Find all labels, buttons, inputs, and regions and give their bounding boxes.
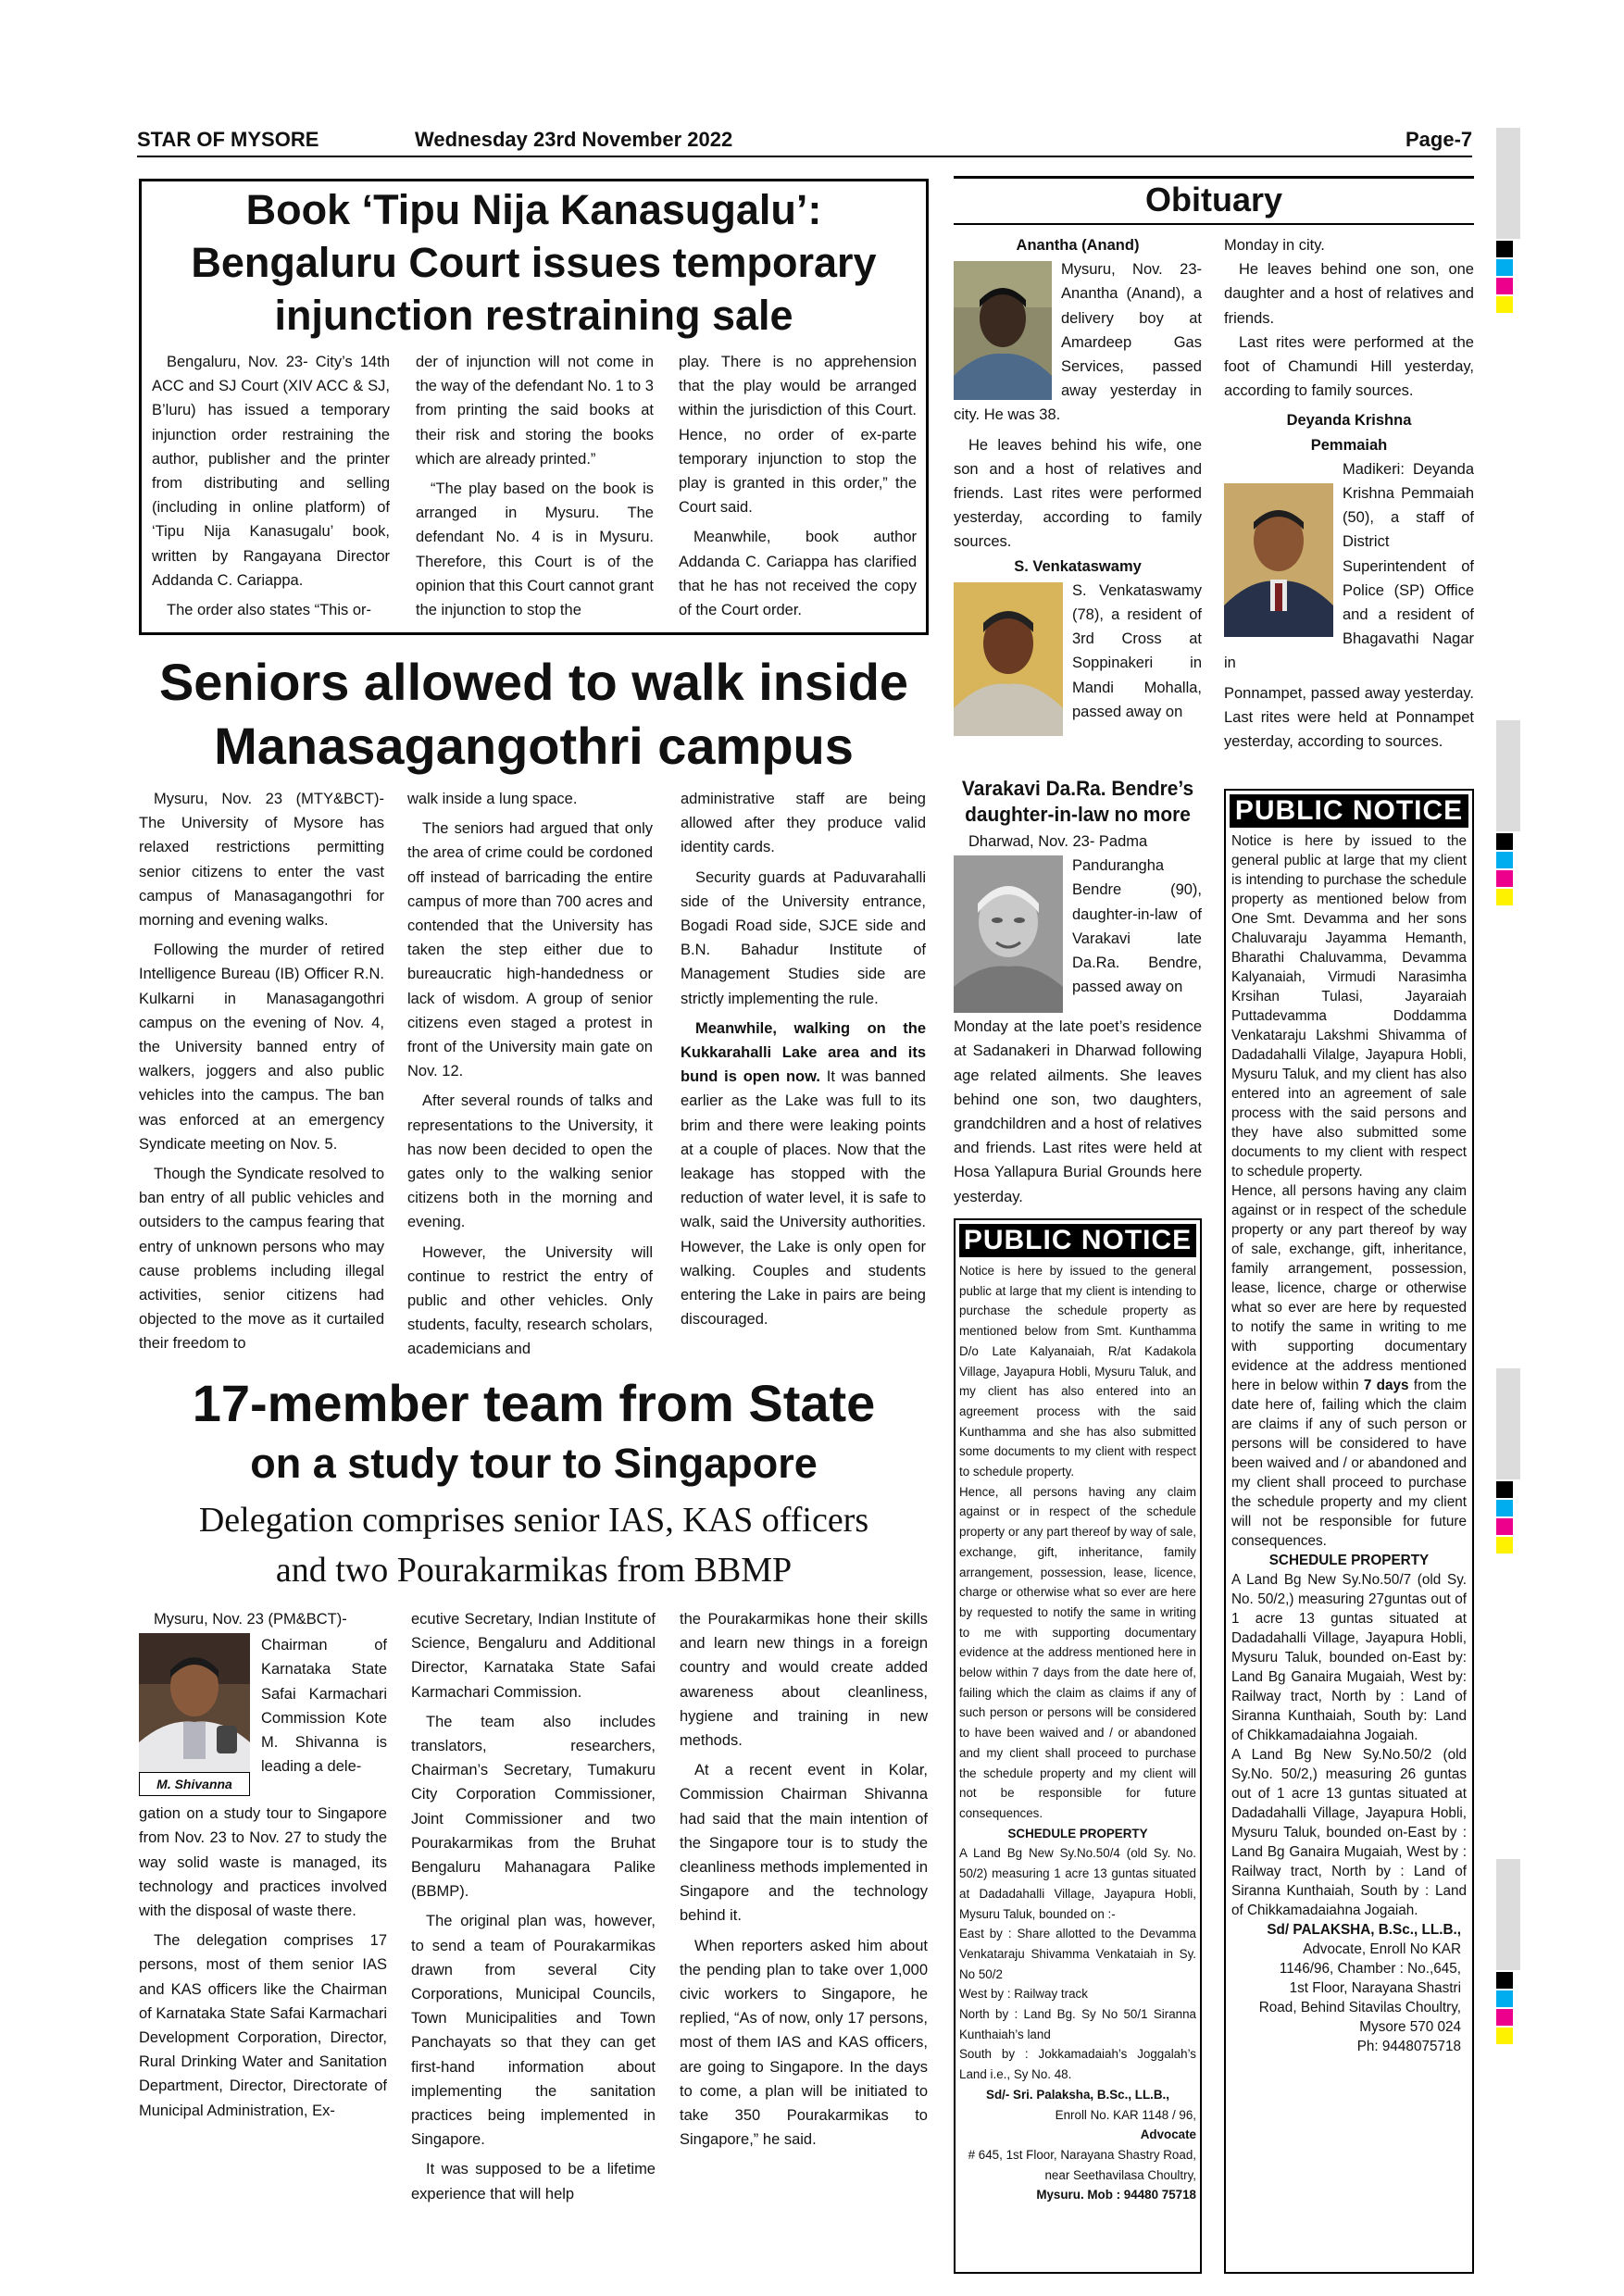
signature-line: # 645, 1st Floor, Narayana Shastry Road, near Seethavilasa Choultry,: [968, 2147, 1196, 2182]
paragraph: Security guards at Paduvarahalli side of the University entrance, Bogadi Road side, SJCE side and B.N. Bahadur Institute of Management Studies side are strictly implementing the rule.: [681, 868, 926, 1007]
signature-line: Ph: 9448075718: [1356, 2039, 1461, 2054]
schedule-title: SCHEDULE PROPERTY: [1007, 1826, 1148, 1841]
paragraph: Notice is here by issued to the general public at large that my client is intending to purchase the schedule property as mentioned below from One Smt. Devamma and her sons Chaluvaraju Jayamma Hemanth, Bharathi Chaluvamma, Devamma Kalyanaiah, Virmudi Narasimha Krsihan Tulasi, Jayaraiah Puttadevamma Doddamma Venkataraju Lakshmi Shivamma of Dadadahalli Vilalge, Jayapura Hobli, Mysuru Taluk, and my client has also entered into an agreement of sale process with the said persons and they have also submitted some documents to my client with respect to schedule property.: [1231, 833, 1467, 1179]
paragraph-rest: It was banned earlier as the Lake was full to its brim and there were leaking points at a couple of places. Now that the leakage has stopped with the reduction of water level, it is safe to walk, said the University authorities. However, the Lake is only open for walking. Couples and students entering the Lake in pairs are being discouraged.: [681, 1068, 926, 1329]
paragraph: Ponnampet, passed away yesterday. Last rites were held at Ponnampet yesterday, according to sources.: [1224, 684, 1474, 751]
paragraph: Chairman of Karnataka State Safai Karmachari Commission Kote M. Shivanna is leading a dele-: [261, 1637, 387, 1776]
paragraph: North by : Land Bg. Sy No 50/1 Siranna Kunthaiah’s land: [959, 2007, 1196, 2041]
paragraph: A Land Bg New Sy.No.50/2 (old Sy.No. 50/2,) measuring 26 guntas out of 1 acre 13 guntas situated at Dadadahalli Village, Jayapura Hobli, Mysuru Taluk, bounded on-East by : Land Bg Ganaira Mugaiah, West by : Railway tract, North by : Land of Siranna Kunthaiah, South by : Land of Chikkamadaiahna Jogaiah.: [1231, 1747, 1467, 1918]
yellow-swatch: [1496, 296, 1513, 313]
public-notice-1-title: PUBLIC NOTICE: [959, 1224, 1196, 1257]
notice-days: 7 days: [1363, 1378, 1409, 1393]
obituary-name-venkataswamy: S. Venkataswamy: [1014, 557, 1142, 575]
magenta-swatch: [1496, 278, 1513, 294]
cyan-swatch: [1496, 259, 1513, 276]
paragraph: Monday in city.: [1224, 237, 1325, 254]
photo-bendre: [954, 855, 1063, 1013]
signature-line: Advocate, Enroll No KAR: [1303, 1941, 1461, 1957]
signature-line: Mysuru. Mob : 94480 75718: [1036, 2188, 1196, 2202]
story-singapore-col3: [680, 1607, 928, 2157]
public-notice-2-body: [1231, 831, 1467, 2056]
story-singapore-col1: [139, 1607, 387, 2128]
cyan-swatch: [1496, 1500, 1513, 1516]
paragraph: The order also states “This or-: [167, 602, 371, 619]
story-tipu-col1: [152, 350, 390, 628]
paragraph: Mysuru, Nov. 23 (MTY&BCT)- The University of Mysore has relaxed restrictions permitting senior citizens to enter the vast campus of Manasagangothri for morning and evening walks.: [139, 791, 384, 930]
paragraph: [1231, 1181, 1467, 1551]
magenta-swatch: [1496, 870, 1513, 887]
paragraph: Bengaluru, Nov. 23- City’s 14th ACC and SJ Court (XIV ACC & SJ, B’luru) has issued a temporary injunction order restraining the author, publisher and the printer from distributing and selling (including in online platform) of ‘Tipu Nija Kanasugalu’ book, written by Rangayana Director Addanda C. Cariappa.: [152, 354, 390, 589]
grey-bar: [1496, 1859, 1520, 1970]
paragraph: der of injunction will not come in the way of the defendant No. 1 to 3 from printing the said books at their risk and storing the books which are already printed.”: [416, 354, 654, 468]
story-seniors-headline: Seniors allowed to walk inside Manasagangothri campus: [158, 653, 909, 775]
obituary-name-pemmaiah-1: Deyanda Krishna: [1286, 412, 1412, 430]
paragraph: The seniors had argued that only the area of crime could be cordoned off instead of barricading the entire campus of more than 700 acres and contended that the University has taken the step either due to bureaucratic high-handedness or lack of wisdom. A group of senior citizens even staged a protest in front of the University main gate on Nov. 12.: [407, 820, 653, 1080]
story-tipu-col3: [679, 350, 917, 628]
paragraph: After several rounds of talks and representations to the University, it has now been decided to open the gates only to the walking senior citizens both in the morning and evening.: [407, 1092, 653, 1231]
paragraph: East by : Share allotted to the Devamma Venkataraju Shivamma Venkataiah in Sy. No 50/2: [959, 1927, 1196, 1981]
story-singapore-col2: [411, 1607, 656, 2212]
paragraph: S. Venkataswamy (78), a resident of 3rd Cross at Soppinakeri in Mandi Mohalla, passed away on: [1072, 581, 1202, 720]
paragraph: At a recent event in Kolar, Commission Chairman Shivanna had said that the main intention of the Singapore tour is to study the cleanliness methods implemented in Singapore and the technology behind it.: [680, 1762, 928, 1925]
photo-venkataswamy: [954, 582, 1063, 736]
paragraph: He leaves behind one son, one daughter and a host of relatives and friends.: [1224, 261, 1474, 327]
yellow-swatch: [1496, 1537, 1513, 1554]
paragraph: walk inside a lung space.: [407, 791, 578, 807]
photo-caption: M. Shivanna: [139, 1772, 250, 1796]
black-swatch: [1496, 241, 1513, 257]
story-tipu-headline: Book ‘Tipu Nija Kanasugalu’: Bengaluru Court issues temporary injunction restraining sale: [191, 186, 877, 339]
grey-bar: [1496, 1368, 1520, 1479]
paragraph: Hence, all persons having any claim against or in respect of the schedule property or any part thereof by way of sale, exchange, gift, inheritance, family arrangement, possession, lease, licence, charge or otherwise what so ever are here by requested to notify the same in writing to me with supporting documentary evidence at the address mentioned here in below within 7 days from the date here of, failing which the claim as claims if any of such person or persons will be considered to have been waived and / or abandoned and my client shall proceed to purchase the schedule property and my client will not be responsible for future consequences.: [959, 1484, 1196, 1820]
bendre-headline: Varakavi Da.Ra. Bendre’s daughter-in-law no more: [961, 777, 1194, 826]
paragraph: “The play based on the book is arranged in Mysuru. The defendant No. 4 is in Mysuru. Therefore, this Court is of the opinion that this Court cannot grant the injunction to stop the: [416, 480, 654, 619]
paragraph: administrative staff are being allowed after they produce valid identity cards.: [681, 791, 926, 856]
grey-bar: [1496, 128, 1520, 239]
signature-line: Mysore 570 024: [1359, 2019, 1461, 2035]
paragraph: The original plan was, however, to send a team of Pourakarmikas drawn from several City Corporations, Municipal Councils, Town Municipalities and Town Panchayats so that they can get first-hand information about implementing the sanitation practices being implemented in Singapore.: [411, 1913, 656, 2149]
story-singapore-headline-2: on a study tour to Singapore: [250, 1440, 818, 1487]
notice-text: from the date here of, failing which the claim are claims if any of such person or persons will be considered to have been waived and / or abandoned and my client shall proceed to purchase the schedule property and my client will not be responsible for future consequences.: [1231, 1378, 1468, 1549]
photo-anantha: [954, 261, 1052, 400]
print-margin-strip: [1496, 128, 1520, 2239]
paragraph: A Land Bg New Sy.No.50/4 (old Sy. No. 50/2) measuring 1 acre 13 guntas situated at Dadadahalli Village, Jayapura Hobli, Mysuru Taluk, bounded on :-: [959, 1846, 1196, 1921]
paragraph: the Pourakarmikas hone their skills and learn new things in a foreign country and would create added awareness about cleanliness, hygiene and training in new methods.: [680, 1611, 928, 1750]
photo-shivanna: [139, 1633, 250, 1772]
photo-shivanna-frame: [139, 1633, 250, 1798]
signature: Sd/ PALAKSHA, B.Sc., LL.B.,: [1267, 1922, 1461, 1938]
paragraph: However, the University will continue to restrict the entry of public and other vehicles. Only students, faculty, research scholars, academicians and: [407, 1243, 653, 1358]
cyan-swatch: [1496, 852, 1513, 868]
paragraph: Following the murder of retired Intelligence Bureau (IB) Officer R.N. Kulkarni in Manasagangothri campus on the evening of Nov. 4, the University banned entry of walkers, joggers and also public vehicles into the campus. The ban was enforced at an emergency Syndicate meeting on Nov. 5.: [139, 942, 384, 1153]
paragraph: West by : Railway track: [959, 1987, 1088, 2002]
paragraph: Notice is here by issued to the general public at large that my client is intending to purchase the schedule property as mentioned below from Smt. Kunthamma D/o Late Kalyanaiah, R/at Kadakola Village, Jayapura Hobli, Mysuru Taluk, and my client has also entered into an agreement process with the said Kunthamma and she has also submitted some documents to my client with respect to schedule property.: [959, 1264, 1196, 1479]
yellow-swatch: [1496, 2028, 1513, 2044]
story-singapore-subhead-2: and two Pourakarmikas from BBMP: [275, 1551, 793, 1590]
notice-text: Hence, all persons having any claim against or in respect of the schedule property or any part thereof by way of sale, exchange, gift, inheritance, family arrangement, possession, lease, licence, charge or otherwise what so ever are here by requested to notify the same in writing to me with supporting documentary evidence at the address mentioned here in below within: [1231, 1183, 1467, 1393]
paragraph: Pandurangha Bendre (90), daughter-in-law of Varakavi late Da.Ra. Bendre, passed away on: [1072, 857, 1202, 996]
obituary-name-anantha: Anantha (Anand): [1016, 237, 1140, 254]
grey-bar: [1496, 720, 1520, 831]
story-tipu-col2: [416, 350, 654, 628]
signature: Sd/- Sri. Palaksha, B.Sc., LL.B.,: [986, 2087, 1169, 2102]
bendre-story: [954, 830, 1202, 1215]
paragraph: It was supposed to be a lifetime experience that will help: [411, 2161, 656, 2202]
paper-name: STAR OF MYSORE: [137, 128, 319, 151]
paragraph: A Land Bg New Sy.No.50/7 (old Sy. No. 50/2,) measuring 27guntas out of 1 acre 13 guntas situated at Dadadahalli Village, Jayapura Hobli, Mysuru Taluk, bounded on-East by: Land Bg Ganaira Mugaiah, West by: Railway tract, North by : Land of Siranna Kunthaiah, South by: Land of Chikkamadaiahna Jogaiah.: [1231, 1572, 1467, 1743]
obituary-col2: [1224, 233, 1474, 759]
paragraph: When reporters asked him about the pending plan to take over 1,000 civic workers to Singapore, he replied, “As of now, only 17 persons, most of them IAS and KAS officers, are going to Singapore. In the days to come, a plan will be initiated to take 350 Pourakarmikas to Singapore,” he said.: [680, 1937, 928, 2149]
paragraph: [681, 1017, 926, 1332]
paragraph: Last rites were performed at the foot of Chamundi Hill yesterday, according to family sources.: [1224, 333, 1474, 400]
paragraph: play. There is no apprehension that the play would be arranged within the jurisdiction of this Court. Hence, no order of ex-parte temporary injunction to stop the play is granted in this order,” the Court said.: [679, 354, 917, 517]
paragraph: The team also includes translators, researchers, Chairman’s Secretary, Tumakuru City Corporation Commissioner, Joint Commissioner and two Pourakarmikas from the Bruhat Bengaluru Mahanagara Palike (BBMP).: [411, 1713, 656, 1901]
signature-line: 1146/96, Chamber : No.,645,: [1279, 1961, 1461, 1977]
photo-pemmaiah: [1224, 483, 1333, 637]
paragraph: ecutive Secretary, Indian Institute of Science, Bengaluru and Additional Director, Karnataka State Safai Karmachari Commission.: [411, 1611, 656, 1701]
yellow-swatch: [1496, 889, 1513, 905]
signature-line: 1st Floor, Narayana Shastri: [1289, 1980, 1461, 1996]
paragraph: Monday at the late poet’s residence at Sadanakeri in Dharwad following age related ailments. She leaves behind one son, two daughters, grandchildren and a host of relatives and friends. Last rites were held at Hosa Yallapura Burial Grounds here yesterday.: [954, 1018, 1202, 1205]
obituary-name-pemmaiah-2: Pemmaiah: [1310, 436, 1388, 454]
signature-line: Advocate: [1140, 2128, 1196, 2142]
obituary-rule-bottom: [954, 223, 1474, 225]
paragraph: South by : Jokkamadaiah’s Joggalah’s Land i.e., Sy No. 48.: [959, 2047, 1196, 2082]
signature-block: [1231, 1920, 1467, 2056]
paragraph: The delegation comprises 17 persons, most of them senior IAS and KAS officers like the Chairman of Karnataka State Safai Karmachari Development Corporation, Director, Rural Drinking Water and Sanitation Department, Director, Directorate of Municipal Administration, Ex-: [139, 1932, 387, 2119]
obituary-title: Obituary: [1144, 181, 1283, 218]
magenta-swatch: [1496, 2009, 1513, 2026]
paragraph: Mysuru, Nov. 23- Anantha (Anand), a delivery boy at Amardeep Gas Services, passed away yesterday in city. He was 38.: [954, 261, 1202, 424]
black-swatch: [1496, 1481, 1513, 1498]
story-singapore-headline-1: 17-member team from State: [192, 1374, 876, 1432]
signature-line: Enroll No. KAR 1148 / 96,: [1055, 2107, 1196, 2122]
obituary-col1: [954, 233, 1202, 738]
black-swatch: [1496, 833, 1513, 850]
schedule-title: SCHEDULE PROPERTY: [1268, 1553, 1430, 1568]
paragraph: Though the Syndicate resolved to ban entry of all public vehicles and outsiders to the campus fearing that entry of unknown persons who may cause problems including illegal activities, senior citizens had objected to the move as it curtailed their freedom to: [139, 1166, 384, 1353]
bold-lead: Meanwhile, walking on the Kukkarahalli Lake area and its bund is open now.: [681, 1019, 926, 1086]
paragraph: Meanwhile, book author Addanda C. Cariappa has clarified that he has not received the copy of the Court order.: [679, 529, 917, 619]
story-seniors-col3: [681, 787, 926, 1337]
paragraph: He leaves behind his wife, one son and a host of relatives and friends. Last rites were performed yesterday, according to family sources.: [954, 436, 1202, 551]
public-notice-1-body: [959, 1261, 1196, 2205]
signature-line: Road, Behind Sitavilas Choultry,: [1258, 2000, 1461, 2015]
paragraph: Madikeri: Deyanda Krishna Pemmaiah (50), a staff of District Superintendent of Police (SP) Office and a resident of Bhagavathi Nagar in: [1224, 460, 1474, 672]
page-number: Page-7: [1405, 128, 1473, 151]
issue-date: Wednesday 23rd November 2022: [415, 128, 733, 151]
story-singapore-subhead-1: Delegation comprises senior IAS, KAS officers: [198, 1501, 869, 1540]
header-rule: [137, 156, 1472, 157]
public-notice-2-title: PUBLIC NOTICE: [1230, 794, 1468, 828]
cyan-swatch: [1496, 1990, 1513, 2007]
black-swatch: [1496, 1972, 1513, 1989]
dateline: Mysuru, Nov. 23 (PM&BCT)-: [154, 1611, 347, 1628]
story-seniors-col2: [407, 787, 653, 1367]
story-seniors-col1: [139, 787, 384, 1362]
dateline: Dharwad, Nov. 23- Padma: [968, 833, 1148, 850]
magenta-swatch: [1496, 1518, 1513, 1535]
paragraph: gation on a study tour to Singapore from Nov. 23 to Nov. 27 to study the way solid waste is managed, its technology and practices involved with the disposal of waste there.: [139, 1805, 387, 1920]
